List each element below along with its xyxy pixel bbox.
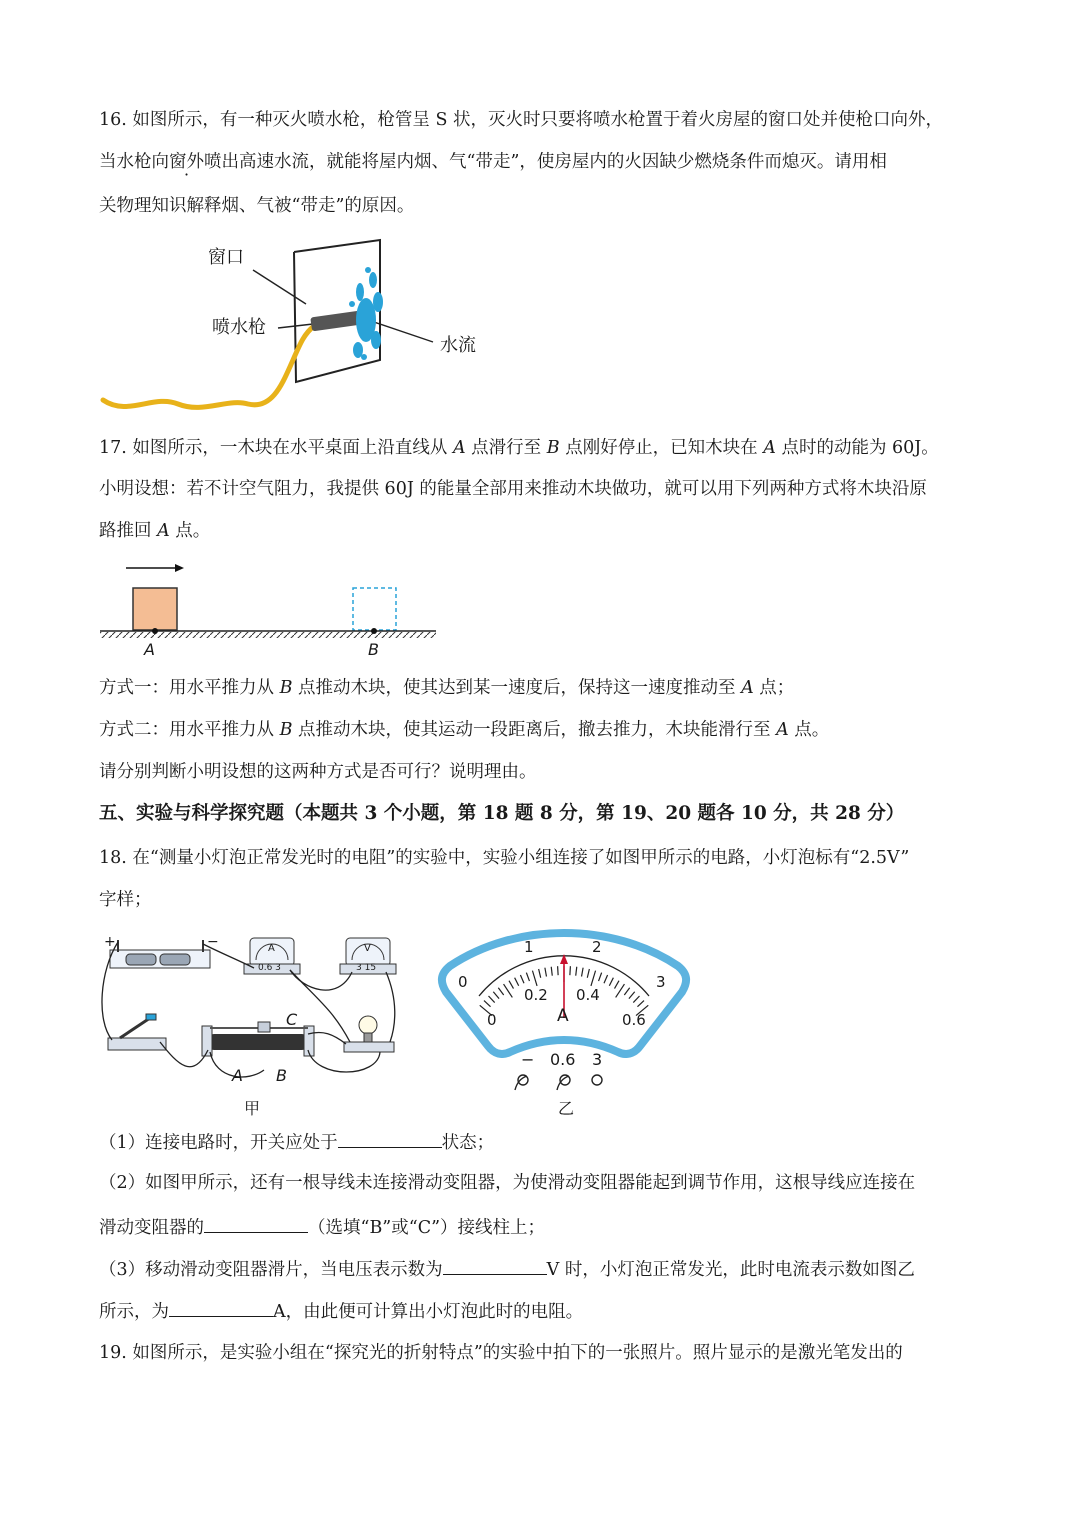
dial-bottom-0-6: 0.6 xyxy=(622,1011,646,1029)
q16-line-1: 16. 如图所示，有一种灭火喷水枪，枪管呈 S 状，灭火时只要将喷水枪置于着火房屋的窗口处并使枪口向外， xyxy=(99,110,944,130)
q18-sub-2-line-1: （2）如图甲所示，还有一根导线未连接滑动变阻器，为使滑动变阻器能起到调节作用，这根导线应连接在 xyxy=(99,1173,916,1193)
dial-terminal-minus: − xyxy=(521,1050,535,1069)
dial-terminal-0-6: 0.6 xyxy=(550,1050,576,1069)
dial-tick xyxy=(558,966,559,975)
voltmeter-letter: V xyxy=(364,943,371,954)
battery-minus: − xyxy=(207,934,219,950)
label-window: 窗口 xyxy=(208,247,244,268)
switch xyxy=(108,1014,166,1050)
label-point-a: A xyxy=(144,640,155,659)
label-water-gun: 喷水枪 xyxy=(212,317,266,338)
q17-line-1: 17. 如图所示，一木块在水平桌面上沿直线从 A 点滑行至 B 点刚好停止，已知木块在 A 点时的动能为 60J。 xyxy=(99,438,939,458)
q18-sub-1: （1）连接电路时，开关应处于 状态； xyxy=(99,1129,989,1155)
answer-blank-1[interactable] xyxy=(338,1129,442,1148)
dial-unit: A xyxy=(557,1006,569,1026)
dial-terminal-posts xyxy=(505,1068,615,1096)
ammeter-letter: A xyxy=(268,943,275,954)
q18-line-2: 字样； xyxy=(99,890,152,910)
q18-line-1: 18. 在“测量小灯泡正常发光时的电阻”的实验中，实验小组连接了如图甲所示的电路，小灯泡标有“2.5V” xyxy=(99,848,910,868)
q17-method-2: 方式二：用水平推力从 B 点推动木块，使其运动一段距离后，撤去推力，木块能滑行至 A 点。 xyxy=(99,720,830,740)
q17-method-1: 方式一：用水平推力从 B 点推动木块，使其达到某一速度后，保持这一速度推动至 A 点； xyxy=(99,678,795,698)
dial-tick xyxy=(570,966,571,975)
hose xyxy=(103,326,314,407)
q19-line-1: 19. 如图所示，是实验小组在“探究光的折射特点”的实验中拍下的一张照片。照片显示的是激光笔发出的 xyxy=(99,1343,903,1363)
ammeter-terminals: 0.6 3 xyxy=(258,963,281,973)
dial-top-3: 3 xyxy=(656,973,666,991)
section-5-heading: 五、实验与科学探究题（本题共 3 个小题，第 18 题 8 分，第 19、20 题各 10 分，共 28 分） xyxy=(99,803,905,824)
label-water-stream: 水流 xyxy=(440,335,476,356)
dial-bottom-0-2: 0.2 xyxy=(524,986,548,1004)
point-a xyxy=(152,628,158,634)
dial-bottom-0: 0 xyxy=(487,1011,497,1029)
wood-block xyxy=(133,588,177,630)
dial-top-1: 1 xyxy=(524,938,534,956)
dial-bottom-0-4: 0.4 xyxy=(576,986,600,1004)
q16-line-2: 当水枪向窗外喷出高速水流，就能将屋内烟、气“带走”，使房屋内的火因缺少燃烧条件而熄灭。请用相 xyxy=(99,152,887,172)
q18-sub-3-line-2: 所示，为 A，由此便可计算出小灯泡此时的电阻。 xyxy=(99,1298,989,1324)
battery-plus: + xyxy=(104,934,116,950)
q18-sub-3-line-1: （3）移动滑动变阻器滑片，当电压表示数为 V 时，小灯泡正常发光，此时电流表示数如图乙 xyxy=(99,1256,989,1282)
caption-yi: 乙 xyxy=(558,1099,575,1118)
circuit-figure-jia xyxy=(98,930,403,1090)
q17-line-3: 路推回 A 点。 xyxy=(99,521,211,541)
ammeter-dial-figure-yi xyxy=(436,928,692,1058)
voltmeter-terminals: 3 15 xyxy=(356,963,377,973)
rheostat-terminal-a: A xyxy=(232,1066,243,1085)
answer-blank-3[interactable] xyxy=(443,1256,547,1275)
rheostat xyxy=(202,1022,314,1056)
answer-blank-2[interactable] xyxy=(204,1214,308,1233)
caption-jia: 甲 xyxy=(244,1099,261,1118)
dial-top-0: 0 xyxy=(458,973,468,991)
label-point-b: B xyxy=(368,640,379,659)
block-ghost-at-b xyxy=(353,588,396,630)
point-b xyxy=(371,628,377,634)
q16-water-gun-figure xyxy=(98,232,518,417)
q18-sub-2-line-2: 滑动变阻器的 （选填“B”或“C”）接线柱上； xyxy=(99,1214,989,1240)
rheostat-terminal-b: B xyxy=(276,1066,287,1085)
lamp xyxy=(344,1016,394,1052)
emphasis-dots: 窗外 xyxy=(169,152,204,172)
gun-nozzle xyxy=(310,311,361,332)
dial-terminal-3: 3 xyxy=(592,1050,603,1069)
q17-line-2: 小明设想：若不计空气阻力，我提供 60J 的能量全部用来推动木块做功，就可以用下列两种方式将木块沿原 xyxy=(99,479,927,499)
rheostat-terminal-c: C xyxy=(286,1010,298,1029)
q17-question: 请分别判断小明设想的这两种方式是否可行？说明理由。 xyxy=(99,762,537,782)
q16-line-3: 关物理知识解释烟、气被“带走”的原因。 xyxy=(99,196,415,216)
answer-blank-4[interactable] xyxy=(169,1298,273,1317)
dial-top-2: 2 xyxy=(592,938,602,956)
battery-box xyxy=(110,940,210,968)
